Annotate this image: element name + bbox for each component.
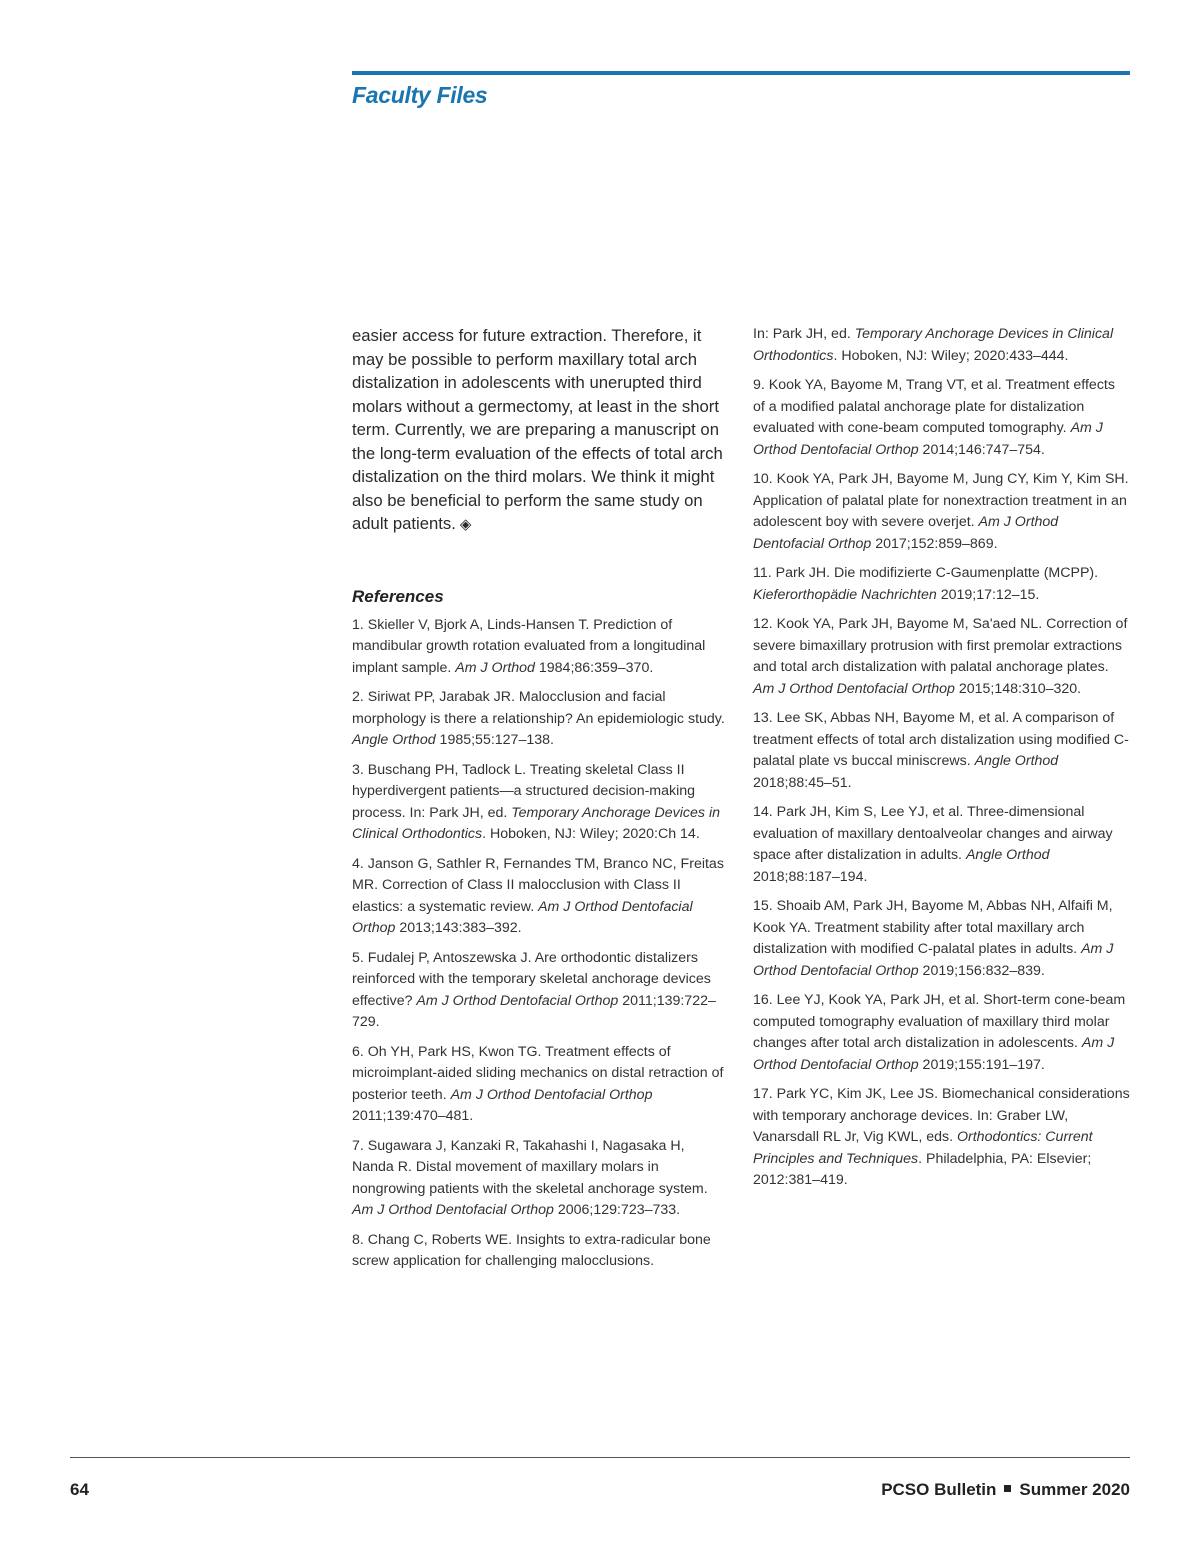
section-title: Faculty Files xyxy=(352,82,488,108)
reference-item xyxy=(352,948,729,1034)
reference-item xyxy=(753,614,1130,700)
reference-text: 2006;129:723–733. xyxy=(553,1202,681,1218)
reference-source: Am J Orthod Dentofacial Orthop xyxy=(753,941,1114,979)
reference-item xyxy=(753,1084,1130,1192)
square-bullet-icon xyxy=(1004,1485,1011,1492)
reference-text: . Philadelphia, PA: Elsevier; 2012:381–419. xyxy=(753,1150,1092,1188)
reference-source: Am J Orthod Dentofacial Orthop xyxy=(753,514,1059,552)
running-footer xyxy=(881,1480,1130,1500)
reference-text: 4. Janson G, Sathler R, Fernandes TM, Branco NC, Freitas MR. Correction of Class II malocclusion with Class II elastics: a systematic review. xyxy=(352,855,724,915)
body-paragraph xyxy=(352,324,729,537)
reference-source: Angle Orthod xyxy=(974,753,1059,769)
reference-item xyxy=(753,469,1130,555)
reference-source: Am J Orthod Dentofacial Orthop xyxy=(753,1035,1115,1073)
reference-text: 2017;152:859–869. xyxy=(871,535,998,552)
reference-text: 2019;156:832–839. xyxy=(918,962,1045,979)
references-heading: References xyxy=(352,586,444,606)
reference-item xyxy=(352,1230,729,1273)
end-mark-icon: ◈ xyxy=(459,516,472,533)
reference-text: 16. Lee YJ, Kook YA, Park JH, et al. Short-term cone-beam computed tomography evaluation of maxillary third molar changes after total arch distalization in adolescents. xyxy=(753,992,1126,1051)
reference-text: 17. Park YC, Kim JK, Lee JS. Biomechanical considerations with temporary anchorage devices. In: Graber LW, Vanarsdall RL Jr, Vig KWL, eds. xyxy=(753,1086,1130,1145)
reference-text: 1985;55:127–138. xyxy=(435,732,554,748)
reference-text: 11. Park JH. Die modifizierte C-Gaumenplatte (MCPP). xyxy=(753,565,1099,581)
reference-text: 8. Chang C, Roberts WE. Insights to extra-radicular bone screw application for challenging malocclusions. xyxy=(352,1231,711,1269)
reference-text: 15. Shoaib AM, Park JH, Bayome M, Abbas NH, Alfaifi M, Kook YA. Treatment stability after total maxillary arch distalization with modified C-palatal plates in adults. xyxy=(753,898,1113,957)
reference-item xyxy=(352,1042,729,1128)
reference-source: Angle Orthod xyxy=(352,732,436,748)
reference-text: 2011;139:470–481. xyxy=(352,1108,474,1124)
reference-text: 2015;148:310–320. xyxy=(954,680,1082,697)
reference-source: Temporary Anchorage Devices in Clinical Orthodontics xyxy=(352,804,720,842)
reference-text: 2018;88:45–51. xyxy=(753,774,852,791)
body-paragraph-text: easier access for future extraction. Therefore, it may be possible to perform maxillary total arch distalization in adolescents with unerupted third molars without a germectomy, at least in the short term. Currently, we are preparing a manuscript on the long-term evaluation of the effects of total arch distalization on the third molars. We think it might also be beneficial to perform the same study on adult patients. xyxy=(352,326,723,533)
reference-text: 1984;86:359–370. xyxy=(534,659,654,676)
reference-text: 7. Sugawara J, Kanzaki R, Takahashi I, Nagasaka H, Nanda R. Distal movement of maxillary molars in nongrowing patients with the skeletal anchorage system. xyxy=(352,1137,708,1197)
reference-text: 2019;17:12–15. xyxy=(936,586,1040,603)
reference-text: In: Park JH, ed. xyxy=(753,326,855,342)
reference-text: 5. Fudalej P, Antoszewska J. Are orthodontic distalizers reinforced with the temporary skeletal anchorage devices effective? xyxy=(352,949,711,1009)
reference-item xyxy=(352,854,729,940)
header-rule xyxy=(352,71,1130,75)
reference-source: Temporary Anchorage Devices in Clinical Orthodontics xyxy=(753,326,1114,364)
reference-list-left xyxy=(352,615,729,1273)
reference-source: Am J Orthod Dentofacial Orthop xyxy=(352,1202,554,1218)
reference-text: 2019;155:191–197. xyxy=(918,1056,1045,1073)
reference-text: . Hoboken, NJ: Wiley; 2020:433–444. xyxy=(833,347,1069,364)
reference-item xyxy=(753,324,1130,367)
publication-name: PCSO Bulletin xyxy=(881,1480,997,1499)
reference-text: 13. Lee SK, Abbas NH, Bayome M, et al. A comparison of treatment effects of total arch distalization using modified C-palatal plate vs buccal miniscrews. xyxy=(753,710,1129,769)
reference-item xyxy=(753,708,1130,794)
page-number: 64 xyxy=(70,1480,89,1499)
reference-source: Am J Orthod xyxy=(455,659,535,676)
reference-item xyxy=(352,687,729,752)
right-column xyxy=(753,324,1130,1200)
reference-source: Am J Orthod Dentofacial Orthop xyxy=(352,898,693,936)
reference-text: 12. Kook YA, Park JH, Bayome M, Sa'aed NL. Correction of severe bimaxillary protrusion with first premolar extractions and total arch distalization with palatal anchorage plates. xyxy=(753,616,1128,675)
reference-item xyxy=(753,563,1130,606)
reference-text: 3. Buschang PH, Tadlock L. Treating skeletal Class II hyperdivergent patients—a structured decision-making process. In: Park JH, ed. xyxy=(352,761,696,821)
reference-item xyxy=(753,802,1130,888)
reference-source: Am J Orthod Dentofacial Orthop xyxy=(416,992,619,1009)
reference-source: Am J Orthod Dentofacial Orthop xyxy=(753,420,1103,458)
reference-text: 14. Park JH, Kim S, Lee YJ, et al. Three-dimensional evaluation of maxillary dentoalveolar changes and airway space after distalization in adults. xyxy=(753,804,1113,863)
reference-source: Am J Orthod Dentofacial Orthop xyxy=(450,1086,653,1103)
reference-item xyxy=(753,375,1130,461)
reference-text: . Hoboken, NJ: Wiley; 2020:Ch 14. xyxy=(482,826,700,842)
reference-text: 1. Skieller V, Bjork A, Linds-Hansen T. Prediction of mandibular growth rotation evaluated from a longitudinal implant sample. xyxy=(352,616,706,676)
reference-text: 2. Siriwat PP, Jarabak JR. Malocclusion and facial morphology is there a relationship? An epidemiologic study. xyxy=(352,689,725,727)
reference-text: 10. Kook YA, Park JH, Bayome M, Jung CY, Kim Y, Kim SH. Application of palatal plate for nonextraction treatment in an adolescent boy with severe overjet. xyxy=(753,471,1129,530)
reference-list-right xyxy=(753,324,1130,1192)
reference-text: 2011;139:722–729. xyxy=(352,992,716,1030)
issue-label: Summer 2020 xyxy=(1019,1480,1130,1499)
reference-item xyxy=(753,990,1130,1076)
reference-source: Am J Orthod Dentofacial Orthop xyxy=(753,680,955,697)
reference-item xyxy=(352,760,729,846)
reference-text: 2018;88:187–194. xyxy=(753,868,868,885)
reference-item xyxy=(352,615,729,680)
reference-text: 2014;146:747–754. xyxy=(918,441,1045,458)
reference-item xyxy=(352,1136,729,1222)
left-column xyxy=(352,324,729,1281)
reference-source: Orthodontics: Current Principles and Techniques xyxy=(753,1129,1093,1167)
reference-item xyxy=(753,896,1130,982)
reference-text: 2013;143:383–392. xyxy=(395,920,522,936)
reference-text: 9. Kook YA, Bayome M, Trang VT, et al. Treatment effects of a modified palatal anchorage plate for distalization evaluated with cone-beam computed tomography. xyxy=(753,377,1115,436)
footer-rule xyxy=(70,1457,1130,1458)
reference-source: Angle Orthod xyxy=(965,847,1050,863)
reference-text: 6. Oh YH, Park HS, Kwon TG. Treatment effects of microimplant-aided sliding mechanics on distal retraction of posterior teeth. xyxy=(352,1043,724,1103)
reference-source: Kieferorthopädie Nachrichten xyxy=(753,586,937,603)
